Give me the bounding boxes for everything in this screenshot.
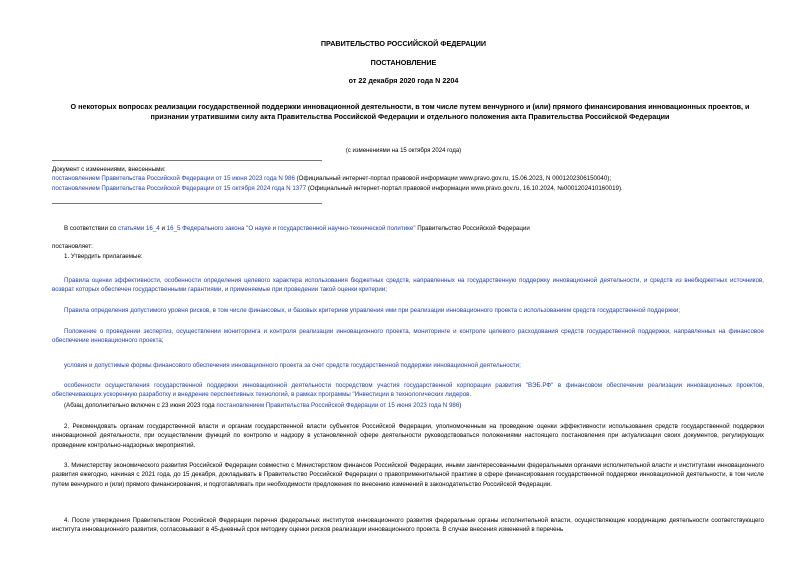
item-1-link	[52, 381, 764, 400]
document-title: О некоторых вопросах реализации государственной поддержки инновационной деятельности, в том числе путем венчурного и (или) прямого финансирования инновационных проектов, и признании утратившими силу акта Правительства Российской Федерации и отдельного положения акта Правительства Российской Федерации	[70, 102, 750, 121]
added-note	[52, 401, 764, 410]
rules-risk-link[interactable]: Правила определения допустимого уровня рисков, в том числе финансовых, и базовых критериев управления ими при реализации инновационного проекта с использованием средств государственной поддержки;	[64, 307, 681, 314]
changes-bottom-divider	[52, 203, 322, 204]
edition-note: (с изменениями на 15 октября 2024 года)	[345, 148, 462, 154]
added-note-text: (Абзац дополнительно включен с 23 июня 2023 года	[64, 402, 217, 409]
added-note-text: )	[459, 402, 462, 409]
conditions-forms-link[interactable]: условия и допустимые формы финансового обеспечения инновационного проекта за счет средств государственной поддержки инновационной деятельности;	[64, 362, 521, 369]
item-1-link	[52, 276, 764, 295]
changes-top-divider	[52, 160, 322, 161]
change-item	[52, 174, 764, 183]
item-1-link	[52, 361, 764, 370]
law-article-link[interactable]: статьями 16_4	[117, 225, 160, 232]
item-4: 4. После утверждения Правительством Российской Федерации перечня федеральных институтов инновационного развития федеральные органы исполнительной власти, осуществляющие координацию деятельности соответствующего института инновационного развития, согласовывают в 45-дневный срок методику оценки рисков реализации инновационного проекта. В случае внесения изменений в перечень	[52, 517, 764, 534]
item-1-label: 1. Утвердить прилагаемые:	[64, 253, 143, 260]
change-source: (Официальный интернет-портал правовой информации www.pravo.gov.ru, 15.06.2023, N 0001202306150040);	[294, 175, 612, 183]
item-1-link	[52, 306, 764, 315]
change-item	[52, 184, 764, 193]
government-heading: ПРАВИТЕЛЬСТВО РОССИЙСКОЙ ФЕДЕРАЦИИ	[320, 39, 487, 48]
veb-support-link[interactable]: особенности осуществления государственной поддержки инновационной деятельности посредством участия государственной корпорации развития "ВЭБ.РФ" в финансовом обеспечении реализации инновационных проектов, обеспечивающих ускоренную разработку и внедрение перспективных технологий, в рамках программы "Инвестиции в технологических лидеров.	[52, 382, 764, 399]
preamble	[52, 224, 764, 233]
preamble-text: В соответствии со	[64, 225, 118, 232]
item-1-link	[52, 327, 764, 346]
amendment-link[interactable]: постановлением Правительства Российской Федерации от 15 июня 2023 года N 986	[216, 402, 460, 409]
document-type-heading: ПОСТАНОВЛЕНИЕ	[370, 58, 437, 67]
document-date-number: от 22 декабря 2020 года N 2204	[348, 76, 459, 85]
change-source: (Официальный интернет-портал правовой информации www.pravo.gov.ru, 16.10.2024, №0001202410160019).	[306, 184, 623, 192]
preamble-text: Правительство Российской Федерации	[415, 225, 530, 232]
preamble-text: и	[159, 225, 167, 232]
law-link[interactable]: 16_5 Федерального закона "О науке и государственной научно-технической политике"	[166, 225, 416, 232]
rules-efficiency-link[interactable]: Правила оценки эффективности, особенности определения целевого характера использования бюджетных средств, направленных на государственную поддержку инновационной деятельности, и средств из внебюджетных источников, возврат которых обеспечен государственными гарантиями, и применяемые при проведении такой оценки критерии;	[52, 277, 764, 294]
item-2: 2. Рекомендовать органам государственной власти и органам государственной власти субъектов Российской Федерации, уполномоченным на проведение оценки эффективности использования средств государственной поддержки инновационной деятельности, при осуществлении функций по контролю и надзору в установленной сфере деятельности руководствоваться положениями настоящего постановления при актуализации своих документов, регулирующих проведение контрольно-надзорных мероприятий.	[52, 423, 764, 449]
decrees-word: постановляет:	[52, 243, 93, 250]
item-3: 3. Министерству экономического развития Российской Федерации совместно с Министерством финансов Российской Федерации, иными заинтересованными федеральными органами исполнительной власти и институтами инновационного развития ежегодно, начиная с 2021 года, до 15 декабря, докладывать в Правительство Российской Федерации о правоприменительной практике в сфере финансирования государственной поддержки инновационной деятельности, в том числе путем венчурного и (или) прямого финансирования, и подготавливать при необходимости предложения по внесению изменений в законодательство Российской Федерации.	[52, 462, 764, 488]
change-link[interactable]: постановлением Правительства Российской Федерации от 15 июня 2023 года N 986	[52, 175, 295, 183]
changes-block	[52, 165, 764, 193]
regulation-expertise-link[interactable]: Положение о проведении экспертиз, осуществлении мониторинга и контроля реализации инновационного проекта, мониторинге и контроле целевого расходования средств государственной поддержки, направленных на финансовое обеспечение инновационного проекта;	[52, 328, 764, 345]
change-link[interactable]: постановлением Правительства Российской Федерации от 15 октября 2024 года N 1377	[52, 184, 307, 192]
changes-label: Документ с изменениями, внесенными:	[52, 166, 166, 173]
